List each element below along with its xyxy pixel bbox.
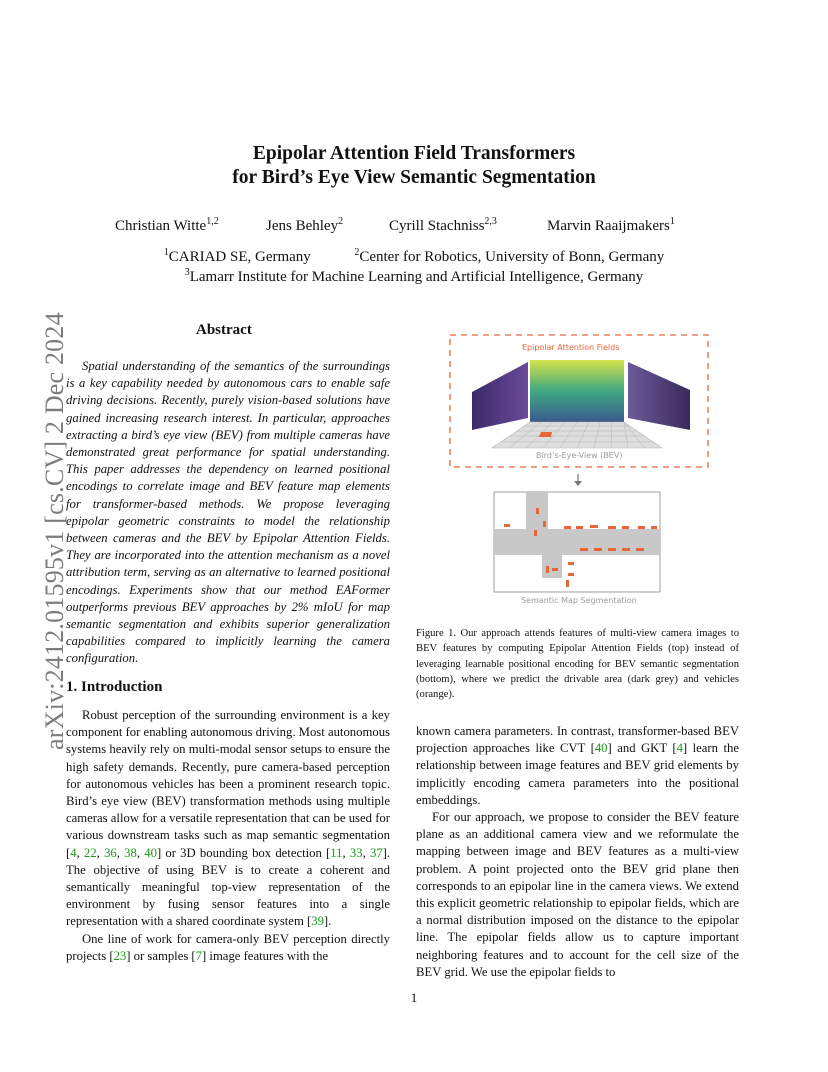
introduction-left-column <box>66 707 390 965</box>
figure-label-segmentation: Semantic Map Segmentation <box>521 596 637 605</box>
figure-label-bev: Bird’s-Eye-View (BEV) <box>536 451 623 460</box>
citation-link[interactable]: 22 <box>83 845 97 860</box>
citation-link[interactable]: 11 <box>330 845 343 860</box>
citation-link[interactable]: 37 <box>369 845 383 860</box>
front-camera-image <box>530 360 624 422</box>
arxiv-identifier: arXiv:2412.01595v1 [cs.CV] 2 Dec 2024 <box>40 312 69 750</box>
author: Christian Witte$^{1,2}$ <box>115 216 219 234</box>
section-heading-introduction: 1. Introduction <box>66 679 163 695</box>
author: Cyrill Stachniss$^{2,3}$ <box>389 216 497 234</box>
citation-link[interactable]: 33 <box>349 845 363 860</box>
paragraph: For our approach, we propose to consider the BEV feature plane as an additional camera view and we reformulate the mapping between image and BEV features as a multi-view problem. A point projected onto the BEV grid plane then corresponds to an epipolar line in the camera views. We extend this explicit geometric relationship to epipolar fields, which are a normal distribution imposed on the distance to the epipolar line. The epipolar fields allow us to capture important neighboring features and to account for the cell size of the BEV grid. We use the epipolar fields to <box>416 810 739 979</box>
paragraph: One line of work for camera-only BEV perception directly projects [23] or samples [7] image features with the <box>66 931 390 963</box>
author: Marvin Raaijmakers$^1$ <box>547 216 675 234</box>
citation-link[interactable]: 4 <box>676 741 683 756</box>
citation-link[interactable]: 39 <box>311 914 324 929</box>
segmentation-map <box>494 492 660 592</box>
figure-label-epipolar: Epipolar Attention Fields <box>522 343 620 352</box>
paragraph: known camera parameters. In contrast, transformer-based BEV projection approaches like CVT [40] and GKT [4] learn the relationship between image features and BEV grid elements by implicitly encoding camera parameters into the positional embeddings. <box>416 724 739 807</box>
figure-1-graphic <box>440 330 720 610</box>
citation-link[interactable]: 38 <box>124 845 137 860</box>
left-camera-image <box>472 362 528 430</box>
abstract-text: Spatial understanding of the semantics of the surroundings is a key capability needed by autonomous cars to enable safe driving decisions. Recently, purely vision-based solutions have gained increasing research interest. In particular, approaches extracting a bird’s eye view (BEV) from multiple cameras have demonstrated great performance for spatial understanding. This paper addresses the dependency on learned positional encodings to correlate image and BEV feature map elements for transformer-based methods. We propose leveraging epipolar geometric constraints to model the relationship between cameras and the BEV by Epipolar Attention Fields. They are incorporated into the attention mechanism as a novel attribution term, serving as an alternative to learned positional encodings. Experiments show that our method EAFormer outperforms previous BEV approaches by 2% mIoU for map semantic segmentation and exhibits superior generalization capabilities compared to implicitly learning the camera configuration. <box>66 359 390 666</box>
citation-link[interactable]: 23 <box>113 948 127 963</box>
paper-title-line-1: Epipolar Attention Field Transformers <box>252 143 576 164</box>
introduction-right-column <box>416 723 739 981</box>
citation-link[interactable]: 40 <box>144 845 157 860</box>
paragraph: Robust perception of the surrounding environment is a key component for enabling autonomous driving. Most autonomous systems heavily rely on multi-modal sensor setups to ensure the high safety demands. Recently, pure camera-based perception for autonomous vehicles has been a prominent research topic. Bird’s eye view (BEV) transformation methods using multiple cameras allow for a versatile representation that can be used for various downstream tasks such as map semantic segmentation [4, 22, 36, 38, 40] or 3D bounding box detection [11, 33, 37]. The objective of using BEV is to create a coherent and semantically meaningful top-view representation of the environment by fusing sensor features into a single representation with a shared coordinate system [39]. <box>66 708 391 929</box>
bev-grid <box>492 422 662 448</box>
author-list <box>0 218 828 240</box>
author: Jens Behley$^2$ <box>266 216 344 234</box>
citation-link[interactable]: 7 <box>195 948 203 963</box>
paper-title-line-2: for Bird’s Eye View Semantic Segmentation <box>232 167 596 188</box>
citation-link[interactable]: 4 <box>70 845 77 860</box>
citation-link[interactable]: 36 <box>104 845 117 860</box>
page-number: 1 <box>410 990 418 1005</box>
abstract-heading: Abstract <box>196 322 252 338</box>
figure-1-caption: Figure 1. Our approach attends features of multi-view camera images to BEV features by computing Epipolar Attention Fields (top) instead of leveraging learnable positional encoding for BEV semantic segmentation (bottom), where we predict the drivable area (dark grey) and vehicles (orange). <box>416 628 739 701</box>
affiliations-line-2: $^3$Lamarr Institute for Machine Learning and Artificial Intelligence, Germany <box>184 267 644 285</box>
citation-link[interactable]: 40 <box>594 741 608 756</box>
figure-1 <box>440 330 720 610</box>
affiliations-line-1: $^1$CARIAD SE, Germany $^2$Center for Robotics, University of Bonn, Germany <box>163 247 665 265</box>
right-camera-image <box>628 362 690 430</box>
